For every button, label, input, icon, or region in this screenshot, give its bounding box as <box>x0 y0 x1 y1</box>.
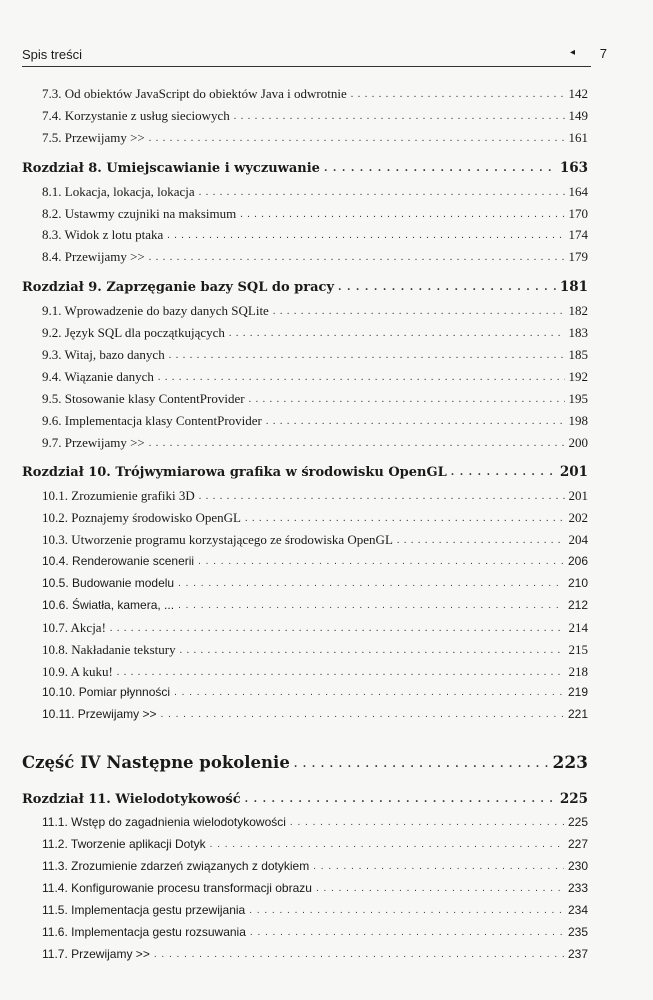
toc-entry[interactable] <box>22 532 588 554</box>
toc-entry[interactable] <box>22 598 588 620</box>
toc-entry-label: 9.3. Witaj, bazo danych <box>42 347 165 363</box>
toc-entry[interactable] <box>22 707 588 729</box>
toc-entry-page: 227 <box>567 837 588 852</box>
toc-chapter-heading[interactable] <box>22 160 588 184</box>
toc-entry-label: Rozdział 9. Zaprzęganie bazy SQL do pracy <box>22 280 334 296</box>
toc-entry-label: 10.2. Poznajemy środowisko OpenGL <box>42 510 241 526</box>
toc-entry[interactable] <box>22 837 588 859</box>
section-title: Spis treści <box>22 47 82 62</box>
toc-entry-label: 8.1. Lokacja, lokacja, lokacja <box>42 183 195 199</box>
toc-entry-page: 202 <box>568 510 588 526</box>
toc-entry[interactable] <box>22 227 588 249</box>
left-arrow-icon: ◂ <box>569 47 575 58</box>
toc-entry[interactable] <box>22 815 588 837</box>
dot-leader <box>149 438 565 449</box>
dot-leader <box>154 949 564 960</box>
toc-entry-label: 10.10. Pomiar płynności <box>42 685 171 700</box>
dot-leader <box>199 491 565 502</box>
toc-part-heading[interactable] <box>22 753 588 783</box>
dot-leader <box>316 883 564 894</box>
toc-chapter-heading[interactable] <box>22 464 588 488</box>
toc-entry-label: 8.4. Przewijamy >> <box>42 249 145 265</box>
toc-entry[interactable] <box>22 184 588 206</box>
dot-leader <box>266 416 565 427</box>
toc-entry-page: 174 <box>568 227 588 243</box>
toc-entry-page: 201 <box>559 464 588 481</box>
toc-entry-label: Część IV Następne pokolenie <box>22 753 290 773</box>
toc-entry-label: 9.6. Implementacja klasy ContentProvider <box>42 412 262 428</box>
toc-entry-page: 195 <box>568 390 588 406</box>
toc-entry-page: 163 <box>559 159 588 176</box>
toc-entry-page: 221 <box>567 707 588 722</box>
dot-leader <box>161 709 564 720</box>
toc-entry-label: 9.4. Wiązanie danych <box>42 368 154 384</box>
dot-leader <box>245 513 565 524</box>
toc-entry-label: 10.7. Akcja! <box>42 619 106 635</box>
toc-entry[interactable] <box>22 576 588 598</box>
toc-entry-label: 10.4. Renderowanie scenerii <box>42 554 195 569</box>
toc-entry[interactable] <box>22 369 588 391</box>
toc-entry[interactable] <box>22 881 588 903</box>
toc-entry-page: 223 <box>552 753 588 774</box>
toc-entry-label: 10.11. Przewijamy >> <box>42 707 157 722</box>
toc-entry[interactable] <box>22 903 588 925</box>
toc-entry[interactable] <box>22 488 588 510</box>
dot-leader <box>234 111 565 122</box>
toc-entry-label: 11.6. Implementacja gestu rozsuwania <box>42 924 246 939</box>
dot-leader <box>149 252 565 263</box>
toc-entry-page: 164 <box>568 183 588 199</box>
toc-entry[interactable] <box>22 510 588 532</box>
toc-entry-page: 183 <box>568 325 588 341</box>
toc-entry-page: 218 <box>568 663 588 679</box>
toc-entry-page: 192 <box>568 368 588 384</box>
page-number: 7 <box>599 46 607 61</box>
toc-entry-label: 9.2. Język SQL dla początkujących <box>42 325 225 341</box>
toc-entry-label: 9.1. Wprowadzenie do bazy danych SQLite <box>42 303 269 319</box>
page-header <box>22 44 607 67</box>
dot-leader <box>273 306 565 317</box>
toc-entry-page: 179 <box>568 249 588 265</box>
dot-leader <box>245 794 556 805</box>
toc-entry-label: Rozdział 8. Umiejscawianie i wyczuwanie <box>22 160 320 176</box>
toc-entry-page: 210 <box>567 576 588 591</box>
toc-entry-page: 234 <box>567 902 588 917</box>
dot-leader <box>290 817 564 828</box>
toc-entry[interactable] <box>22 347 588 369</box>
dot-leader <box>240 209 564 220</box>
toc-entry-label: 10.5. Budowanie modelu <box>42 576 175 591</box>
toc-entry[interactable] <box>22 249 588 271</box>
toc-entry-page: 170 <box>568 205 588 221</box>
dot-leader <box>110 623 565 634</box>
toc-entry[interactable] <box>22 685 588 707</box>
toc-entry[interactable] <box>22 413 588 435</box>
toc-entry-page: 206 <box>567 554 588 569</box>
dot-leader <box>158 372 565 383</box>
toc-entry-label: 10.1. Zrozumienie grafiki 3D <box>42 488 195 504</box>
dot-leader <box>249 394 565 405</box>
toc-entry[interactable] <box>22 642 588 664</box>
toc-entry-label: 7.5. Przewijamy >> <box>42 129 145 145</box>
toc-entry-label: 8.3. Widok z lotu ptaka <box>42 227 164 243</box>
toc-entry-page: 181 <box>559 279 588 296</box>
dot-leader <box>180 645 565 656</box>
dot-leader <box>249 905 564 916</box>
toc-entry-label: 11.1. Wstęp do zagadnienia wielodotykowości <box>42 815 286 830</box>
toc-entry-label: 10.6. Światła, kamera, ... <box>42 597 175 612</box>
dot-leader <box>313 861 564 872</box>
toc-entry[interactable] <box>22 554 588 576</box>
dot-leader <box>250 927 564 938</box>
toc-entry[interactable] <box>22 859 588 881</box>
toc-entry[interactable] <box>22 620 588 642</box>
toc-entry-label: 9.5. Stosowanie klasy ContentProvider <box>42 390 245 406</box>
toc-entry-page: 235 <box>567 924 588 939</box>
toc-entry-page: 201 <box>568 488 588 504</box>
toc-entry-label: 10.9. A kuku! <box>42 663 113 679</box>
toc-entry[interactable] <box>22 86 588 108</box>
toc-entry-page: 161 <box>568 129 588 145</box>
toc-entry-page: 204 <box>568 532 588 548</box>
toc-entry-label: 7.4. Korzystanie z usług sieciowych <box>42 107 230 123</box>
toc-entry-page: 215 <box>568 641 588 657</box>
dot-leader <box>338 282 556 293</box>
dot-leader <box>117 667 565 678</box>
dot-leader <box>169 350 565 361</box>
dot-leader <box>174 687 564 698</box>
toc-entry[interactable] <box>22 664 588 686</box>
toc-entry-page: 182 <box>568 303 588 319</box>
dot-leader <box>294 759 549 770</box>
dot-leader <box>324 163 556 174</box>
toc-entry-page: 225 <box>559 791 588 808</box>
dot-leader <box>210 839 564 850</box>
toc-entry-label: 7.3. Od obiektów JavaScript do obiektów Java i odwrotnie <box>42 86 347 101</box>
toc-entry[interactable] <box>22 391 588 413</box>
toc-entry-page: 225 <box>567 815 588 830</box>
toc-entry-label: 11.5. Implementacja gestu przewijania <box>42 902 246 917</box>
toc-entry-page: 149 <box>568 107 588 123</box>
dot-leader <box>451 467 556 478</box>
dot-leader <box>199 187 565 198</box>
toc-entry-page: 200 <box>568 434 588 450</box>
toc-chapter-heading[interactable] <box>22 279 588 303</box>
dot-leader <box>149 133 565 144</box>
toc-entry-label: 11.4. Konfigurowanie procesu transformacji obrazu <box>42 880 312 895</box>
toc-entry-page: 214 <box>568 619 588 635</box>
toc-entry-page: 212 <box>567 597 588 612</box>
toc-entry-page: 230 <box>567 859 588 874</box>
toc-entry[interactable] <box>22 435 588 457</box>
toc-entry-page: 142 <box>568 86 588 101</box>
toc-entry-page: 219 <box>567 685 588 700</box>
toc-entry-label: Rozdział 11. Wielodotykowość <box>22 792 241 808</box>
dot-leader <box>351 89 565 100</box>
toc-entry[interactable] <box>22 130 588 152</box>
toc-entry-page: 233 <box>567 880 588 895</box>
toc-entry-label: 11.7. Przewijamy >> <box>42 946 150 961</box>
dot-leader <box>229 328 565 339</box>
dot-leader <box>397 535 565 546</box>
toc-entry[interactable] <box>22 206 588 228</box>
dot-leader <box>167 230 564 241</box>
toc-entry-label: 10.8. Nakładanie tekstury <box>42 641 176 657</box>
toc-entry-label: 11.3. Zrozumienie zdarzeń związanych z dotykiem <box>42 859 310 874</box>
toc-entry[interactable] <box>22 108 588 130</box>
toc-entry-label: 9.7. Przewijamy >> <box>42 434 145 450</box>
toc-entry-label: 10.3. Utworzenie programu korzystającego ze środowiska OpenGL <box>42 532 393 548</box>
toc-entry-label: 11.2. Tworzenie aplikacji Dotyk <box>42 837 206 852</box>
toc-entry-page: 198 <box>568 412 588 428</box>
toc-entry[interactable] <box>22 947 588 969</box>
toc-entry[interactable] <box>22 925 588 947</box>
table-of-contents <box>22 86 588 969</box>
dot-leader <box>198 556 564 567</box>
toc-entry-label: 8.2. Ustawmy czujniki na maksimum <box>42 205 237 221</box>
toc-entry-page: 237 <box>567 946 588 961</box>
dot-leader <box>178 600 564 611</box>
toc-entry[interactable] <box>22 325 588 347</box>
toc-chapter-heading[interactable] <box>22 791 588 815</box>
toc-entry-page: 185 <box>568 347 588 363</box>
toc-entry[interactable] <box>22 303 588 325</box>
dot-leader <box>178 578 564 589</box>
toc-entry-label: Rozdział 10. Trójwymiarowa grafika w środowisku OpenGL <box>22 465 447 481</box>
